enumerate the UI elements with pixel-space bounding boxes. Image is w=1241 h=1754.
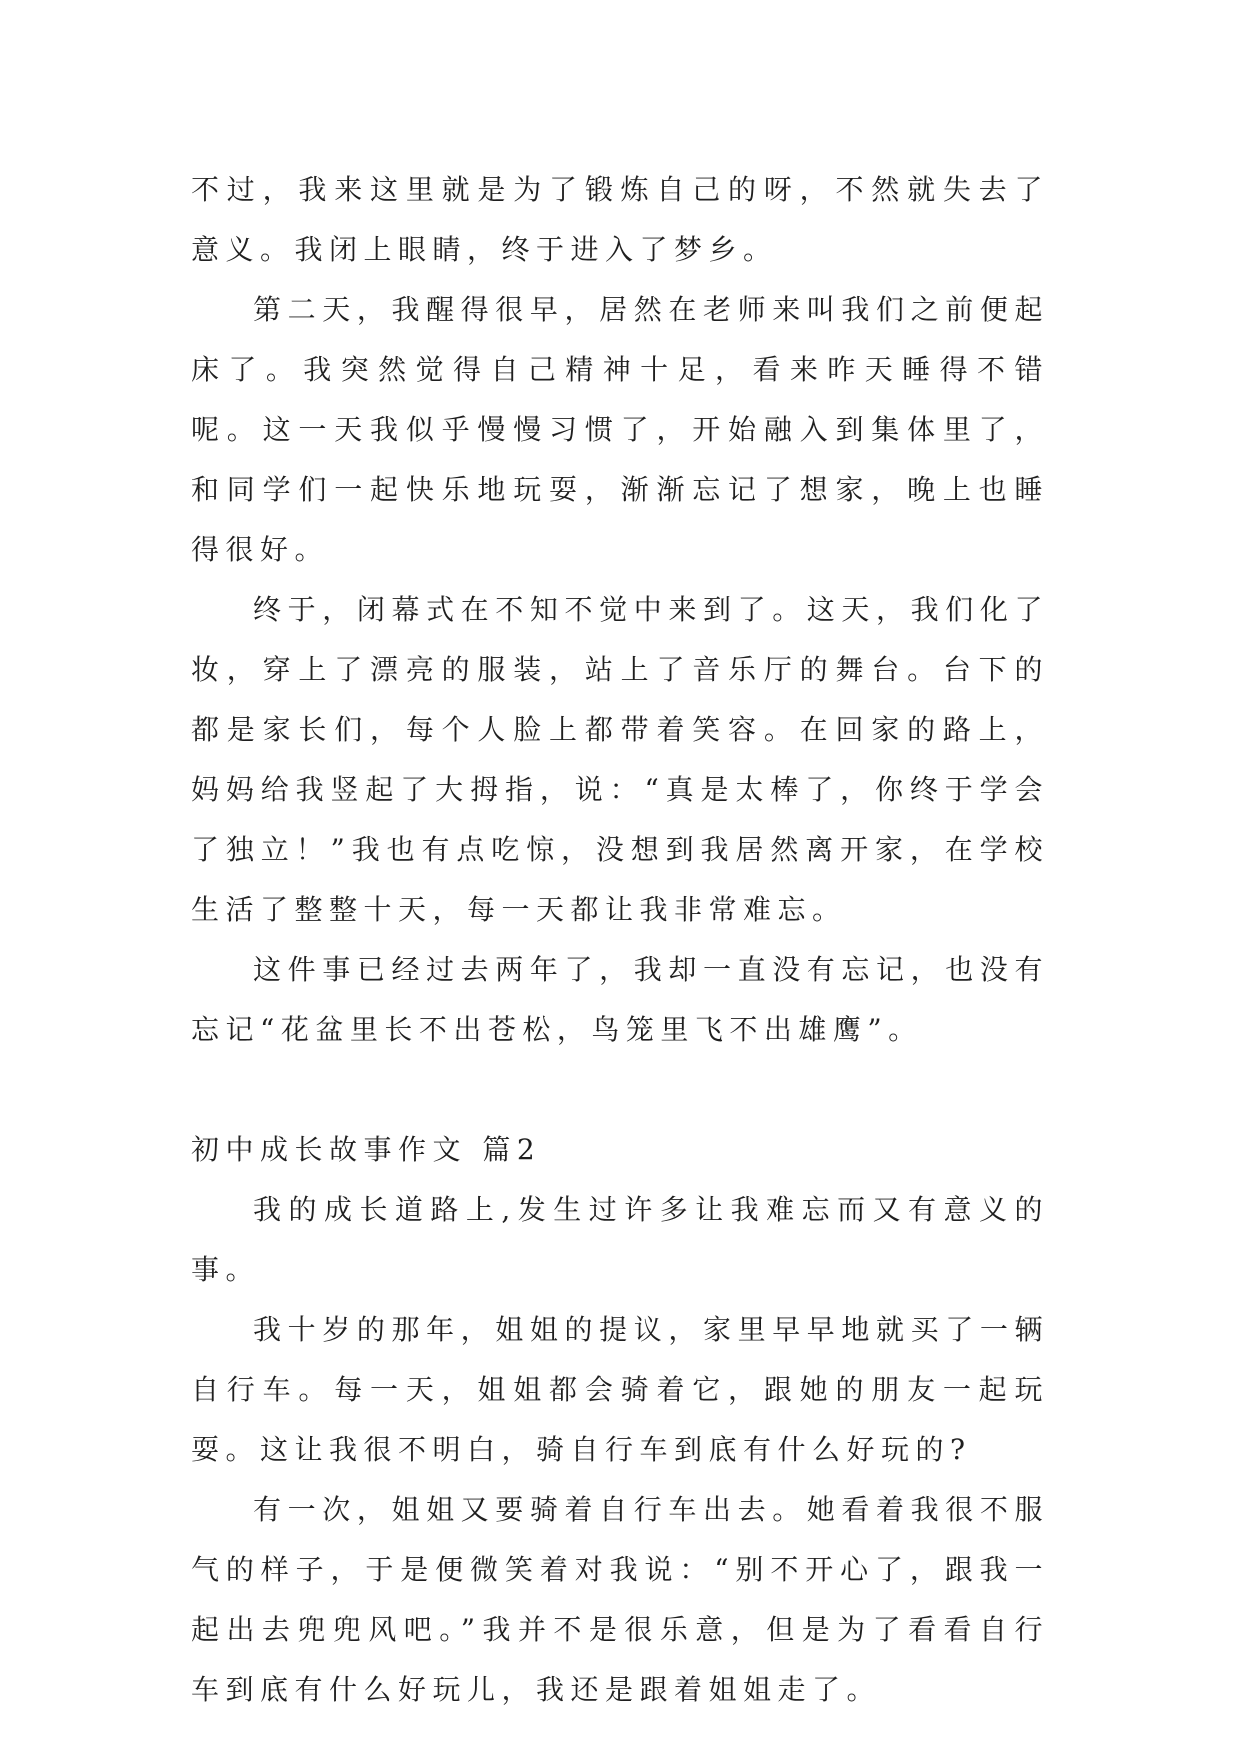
paragraph: 不过，我来这里就是为了锻炼自己的呀，不然就失去了意义。我闭上眼睛，终于进入了梦乡。 — [191, 173, 1049, 266]
paragraph: 我的成长道路上,发生过许多让我难忘而又有意义的事。 — [191, 1193, 1049, 1286]
paragraph: 终于，闭幕式在不知不觉中来到了。这天，我们化了妆，穿上了漂亮的服装，站上了音乐厅的舞台。台下的都是家长们，每个人脸上都带着笑容。在回家的路上，妈妈给我竖起了大拇指，说：“真是太棒了，你终于学会了独立！”我也有点吃惊，没想到我居然离开家，在学校生活了整整十天，每一天都让我非常难忘。 — [191, 593, 1049, 926]
section-heading: 初中成长故事作文 篇2 — [191, 1133, 542, 1166]
paragraph: 我十岁的那年，姐姐的提议，家里早早地就买了一辆自行车。每一天，姐姐都会骑着它，跟她的朋友一起玩耍。这让我很不明白，骑自行车到底有什么好玩的? — [191, 1313, 1049, 1466]
paragraph: 这件事已经过去两年了，我却一直没有忘记，也没有忘记“花盆里长不出苍松，鸟笼里飞不出雄鹰”。 — [191, 953, 1049, 1046]
document-body — [191, 160, 1049, 1720]
paragraph: 有一次，姐姐又要骑着自行车出去。她看着我很不服气的样子，于是便微笑着对我说：“别不开心了，跟我一起出去兜兜风吧。”我并不是很乐意，但是为了看看自行车到底有什么好玩儿，我还是跟着姐姐走了。 — [191, 1493, 1049, 1706]
paragraph: 第二天，我醒得很早，居然在老师来叫我们之前便起床了。我突然觉得自己精神十足，看来昨天睡得不错呢。这一天我似乎慢慢习惯了，开始融入到集体里了，和同学们一起快乐地玩耍，渐渐忘记了想家，晚上也睡得很好。 — [191, 293, 1049, 566]
